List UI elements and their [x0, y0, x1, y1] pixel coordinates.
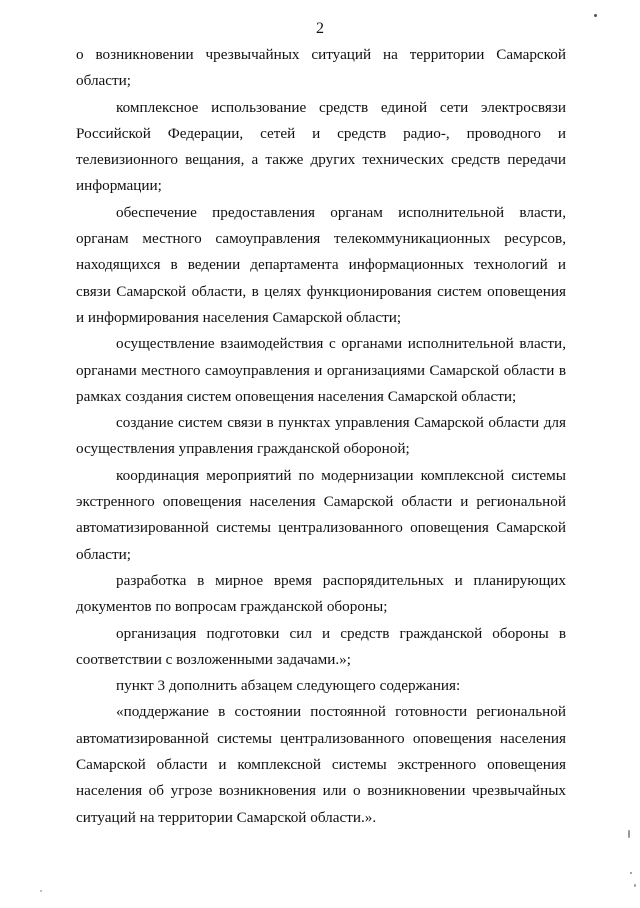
- paragraph: обеспечение предоставления органам исполнительной власти, органам местного самоуправления телекоммуникационных ресурсов, находящихся в ведении департамента информационных технологий и связи Самарской области, в целях функционирования систем оповещения и информирования населения Самарской области;: [76, 203, 566, 326]
- scan-speck: [40, 890, 42, 892]
- paragraph: координация мероприятий по модернизации комплексной системы экстренного оповещения населения Самарской области и региональной автоматизированной системы централизованного оповещения Самарской области;: [76, 466, 566, 563]
- scan-speck: [630, 872, 632, 874]
- scan-speck: [628, 830, 630, 838]
- scan-speck: [594, 14, 597, 17]
- document-body: [76, 42, 566, 831]
- paragraph: комплексное использование средств единой сети электросвязи Российской Федерации, сетей и средств радио-, проводного и телевизионного вещания, а также других технических средств передачи информации;: [76, 98, 566, 195]
- page-number: 2: [316, 20, 324, 37]
- paragraph: разработка в мирное время распорядительных и планирующих документов по вопросам гражданской обороны;: [76, 571, 566, 616]
- paragraph: организация подготовки сил и средств гражданской обороны в соответствии с возложенными задачами.»;: [76, 624, 566, 668]
- paragraph: пункт 3 дополнить абзацем следующего содержания:: [116, 677, 461, 695]
- paragraph: создание систем связи в пунктах управления Самарской области для осуществления управления гражданской обороной;: [76, 414, 566, 458]
- paragraph: осуществление взаимодействия с органами исполнительной власти, органами местного самоуправления и организациями Самарской области в рамках создания систем оповещения населения Самарской области;: [76, 335, 566, 405]
- paragraph-continuation: о возникновении чрезвычайных ситуаций на территории Самарской области;: [76, 46, 566, 90]
- paragraph: «поддержание в состоянии постоянной готовности региональной автоматизированной системы централизованного оповещения населения Самарской области и комплексной системы экстренного оповещения населения об угрозе возникновения или о возникновении чрезвычайных ситуаций на территории Самарской области.».: [76, 703, 566, 826]
- scan-speck: [634, 884, 636, 887]
